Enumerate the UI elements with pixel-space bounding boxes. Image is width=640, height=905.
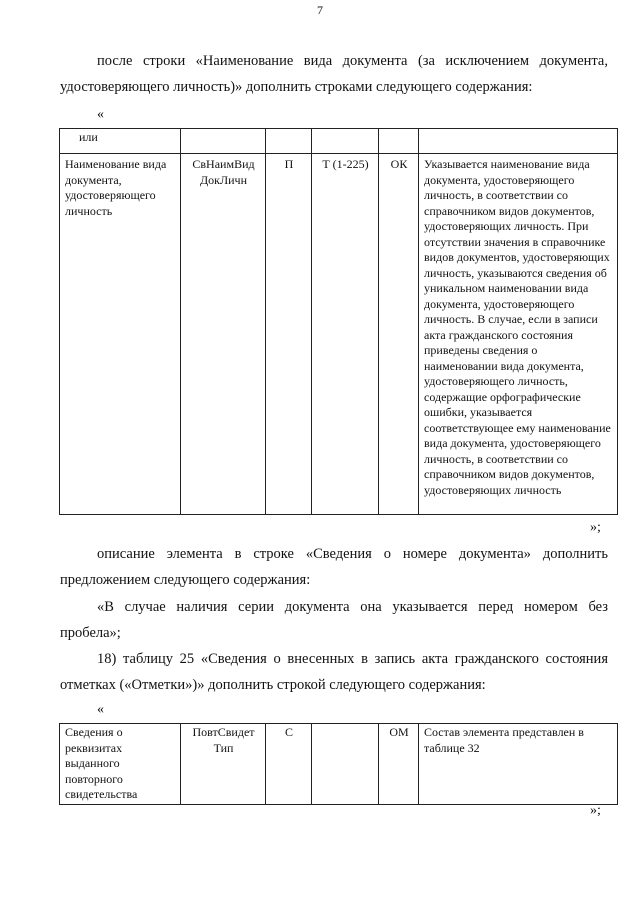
element-name-cell: Сведения о реквизитах выданного повторного свидетельства: [60, 724, 181, 805]
opening-quote-2: «: [97, 702, 104, 717]
element-type-cell: С: [266, 724, 312, 805]
element-required-cell: ОК: [379, 154, 419, 515]
table-row-repeat-certificate: [60, 724, 618, 805]
closing-quote-1: »;: [590, 520, 601, 535]
table-2: [59, 723, 618, 805]
element-format-cell: Т (1-225): [312, 154, 379, 515]
opening-quote-1: «: [97, 107, 104, 122]
table-1: [59, 128, 618, 515]
element-format-cell: [312, 724, 379, 805]
paragraph-3: «В случае наличия серии документа она указывается перед номером без пробела»;: [60, 599, 608, 641]
element-code-cell: СвНаимВид ДокЛичн: [181, 154, 266, 515]
closing-quote-2: »;: [590, 803, 601, 818]
or-label: или: [79, 130, 98, 144]
element-code-cell: ПовтСвидет Тип: [181, 724, 266, 805]
paragraph-2: описание элемента в строке «Сведения о номере документа» дополнить предложением следующего содержания:: [60, 546, 608, 588]
table-row-or: [60, 129, 618, 154]
table-row-doc-type: [60, 154, 618, 515]
element-type-cell: П: [266, 154, 312, 515]
page-number: 7: [317, 3, 323, 17]
intro-paragraph: после строки «Наименование вида документа (за исключением документа, удостоверяющего личность)» дополнить строками следующего содержания:: [60, 53, 608, 95]
element-required-cell: ОМ: [379, 724, 419, 805]
paragraph-4: 18) таблицу 25 «Сведения о внесенных в запись акта гражданского состояния отметках («Отметки»)» дополнить строкой следующего содержания:: [60, 651, 608, 693]
element-description-cell: Указывается наименование вида документа, удостоверяющего личность, в соответствии со справочником видов документов, удостоверяющих личность. При отсутствии значения в справочнике видов документов, удостоверяющих личность, указываются сведения об уникальном наименовании вида документа, удостоверяющего личность. В случае, если в записи акта гражданского состояния приведены сведения о наименовании вида документа, удостоверяющего личность, содержащие орфографические ошибки, указывается соответствующее ему наименование вида документа, удостоверяющего личность, в соответствии со справочником видов документов, удостоверяющих личность: [419, 154, 618, 515]
element-name-cell: Наименование вида документа, удостоверяющего личность: [60, 154, 181, 515]
element-description-cell: Состав элемента представлен в таблице 32: [419, 724, 618, 805]
